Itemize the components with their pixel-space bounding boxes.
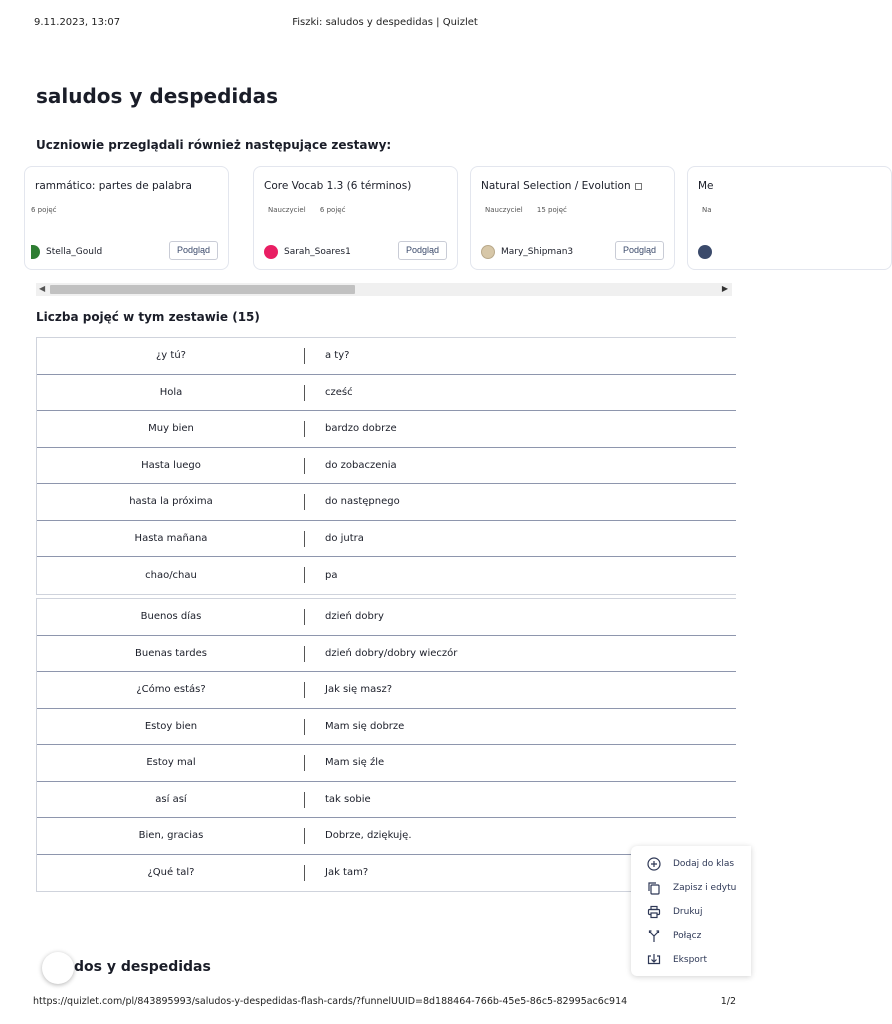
set-title-text: Natural Selection / Evolution	[481, 180, 631, 192]
definition: Jak się masz?	[325, 684, 393, 696]
term-row	[37, 672, 736, 709]
add-to-class-button[interactable]	[647, 857, 734, 871]
related-set-card[interactable]	[687, 166, 892, 270]
print-button[interactable]	[647, 905, 702, 919]
term: Bien, gracias	[138, 830, 204, 842]
divider	[304, 458, 305, 474]
definition: do następnego	[325, 496, 400, 508]
set-title[interactable]: Me	[698, 180, 714, 192]
term: Buenos días	[140, 611, 202, 623]
also-studied-heading: Uczniowie przeglądali również następujące zestawy:	[36, 138, 392, 152]
action-menu	[631, 846, 751, 976]
term: ¿Qué tal?	[147, 867, 195, 879]
term-row	[37, 782, 736, 819]
term: Muy bien	[148, 423, 194, 435]
set-title[interactable]	[481, 180, 642, 192]
divider	[304, 421, 305, 437]
export-label: Eksport	[673, 955, 708, 965]
plus-circle-icon	[647, 857, 661, 871]
definition: do zobaczenia	[325, 459, 397, 471]
save-edit-label: Zapisz i edytu	[673, 883, 737, 893]
divider	[304, 682, 305, 698]
definition: bardzo dobrze	[325, 423, 397, 435]
divider	[304, 792, 305, 808]
term: Buenas tardes	[135, 647, 207, 659]
scrollbar-thumb[interactable]	[50, 285, 355, 294]
divider	[304, 385, 305, 401]
set-author[interactable]	[698, 245, 718, 259]
preview-button[interactable]: Podgląd	[615, 241, 664, 260]
page-url: https://quizlet.com/pl/843895993/saludos-y-despedidas-flash-cards/?funnelUUID=8d188464-766b-45e5-86c5-82995ac6c914	[33, 996, 628, 1007]
teacher-badge: Nauczyciel	[268, 206, 306, 214]
divider	[304, 348, 305, 364]
definition: dzień dobry/dobry wieczór	[325, 647, 458, 659]
divider	[304, 646, 305, 662]
avatar	[698, 245, 712, 259]
term-row	[37, 375, 736, 412]
term-count: 6 pojęć	[319, 206, 346, 214]
term-row	[37, 557, 736, 594]
scroll-left-icon[interactable]: ◀	[39, 284, 46, 293]
save-edit-button[interactable]	[647, 881, 736, 895]
definition: Jak tam?	[325, 867, 369, 879]
term-row	[37, 448, 736, 485]
preview-button[interactable]: Podgląd	[169, 241, 218, 260]
export-icon	[647, 953, 661, 967]
print-footer	[33, 996, 736, 1010]
divider	[304, 755, 305, 771]
definition: dzień dobry	[325, 611, 384, 623]
definition: pa	[325, 569, 338, 581]
definition: Dobrze, dziękuję.	[325, 830, 412, 842]
author-name: Sarah_Soares1	[284, 247, 351, 257]
term-row	[37, 411, 736, 448]
term-row	[37, 636, 736, 673]
teacher-badge: Na	[702, 206, 712, 214]
term: chao/chau	[145, 569, 197, 581]
avatar	[264, 245, 278, 259]
related-set-card[interactable]	[24, 166, 229, 270]
terms-heading: Liczba pojęć w tym zestawie (15)	[36, 310, 260, 324]
terms-list	[36, 337, 736, 595]
avatar	[481, 245, 495, 259]
teacher-badge: Nauczyciel	[485, 206, 523, 214]
related-set-card[interactable]	[470, 166, 675, 270]
footer-set-title: dos y despedidas	[74, 959, 211, 975]
print-header	[34, 17, 736, 31]
term-row	[37, 338, 736, 375]
set-meta	[485, 206, 567, 214]
related-sets-carousel[interactable]	[31, 164, 714, 274]
term-count: 15 pojęć	[536, 206, 567, 214]
term: Hasta luego	[141, 459, 201, 471]
definition: a ty?	[325, 350, 350, 362]
term-count: 6 pojęć	[31, 206, 57, 214]
divider	[304, 494, 305, 510]
scroll-right-icon[interactable]: ▶	[721, 284, 728, 293]
avatar	[31, 245, 40, 259]
set-title[interactable]: Core Vocab 1.3 (6 términos)	[264, 180, 412, 192]
horizontal-scrollbar[interactable]	[36, 283, 732, 296]
author-name: Stella_Gould	[46, 247, 103, 257]
divider	[304, 531, 305, 547]
definition: Mam się źle	[325, 757, 385, 769]
term: Estoy mal	[146, 757, 196, 769]
set-meta	[31, 206, 57, 214]
set-meta	[702, 206, 724, 214]
set-author[interactable]	[264, 245, 351, 259]
print-page-title: Fiszki: saludos y despedidas | Quizlet	[292, 17, 478, 28]
related-set-card[interactable]	[253, 166, 458, 270]
definition: Mam się dobrze	[325, 720, 405, 732]
term: hasta la próxima	[129, 496, 213, 508]
author-name: Mary_Shipman3	[501, 247, 574, 257]
printer-icon	[647, 905, 661, 919]
print-label: Drukuj	[673, 907, 703, 917]
add-to-class-label: Dodaj do klas	[673, 859, 735, 869]
divider	[304, 865, 305, 881]
term: ¿y tú?	[156, 350, 186, 362]
document-icon	[635, 183, 642, 190]
definition: cześć	[325, 386, 353, 398]
term: ¿Cómo estás?	[136, 684, 206, 696]
definition: do jutra	[325, 532, 364, 544]
term-row	[37, 599, 736, 636]
set-author[interactable]	[481, 245, 573, 259]
set-title[interactable]: rammático: partes de palabra	[35, 180, 192, 192]
term-row	[37, 521, 736, 558]
definition: tak sobie	[325, 793, 371, 805]
merge-icon	[647, 929, 661, 943]
page-number: 1/2	[720, 996, 736, 1007]
page-title: saludos y despedidas	[36, 84, 278, 108]
set-author[interactable]	[31, 245, 102, 259]
print-datetime: 9.11.2023, 13:07	[34, 17, 121, 28]
preview-button[interactable]: Podgląd	[398, 241, 447, 260]
term: así así	[155, 793, 187, 805]
divider	[304, 719, 305, 735]
combine-label: Połącz	[673, 931, 702, 941]
term-row	[37, 484, 736, 521]
term-row	[37, 709, 736, 746]
term-row	[37, 745, 736, 782]
export-button[interactable]	[647, 953, 707, 967]
copy-icon	[647, 881, 661, 895]
divider	[304, 567, 305, 583]
floating-circle-button[interactable]	[42, 952, 74, 984]
term: Hasta mañana	[134, 532, 208, 544]
divider	[304, 828, 305, 844]
divider	[304, 609, 305, 625]
combine-button[interactable]	[647, 929, 701, 943]
term: Estoy bien	[144, 720, 198, 732]
set-meta	[268, 206, 345, 214]
term: Hola	[159, 386, 183, 398]
